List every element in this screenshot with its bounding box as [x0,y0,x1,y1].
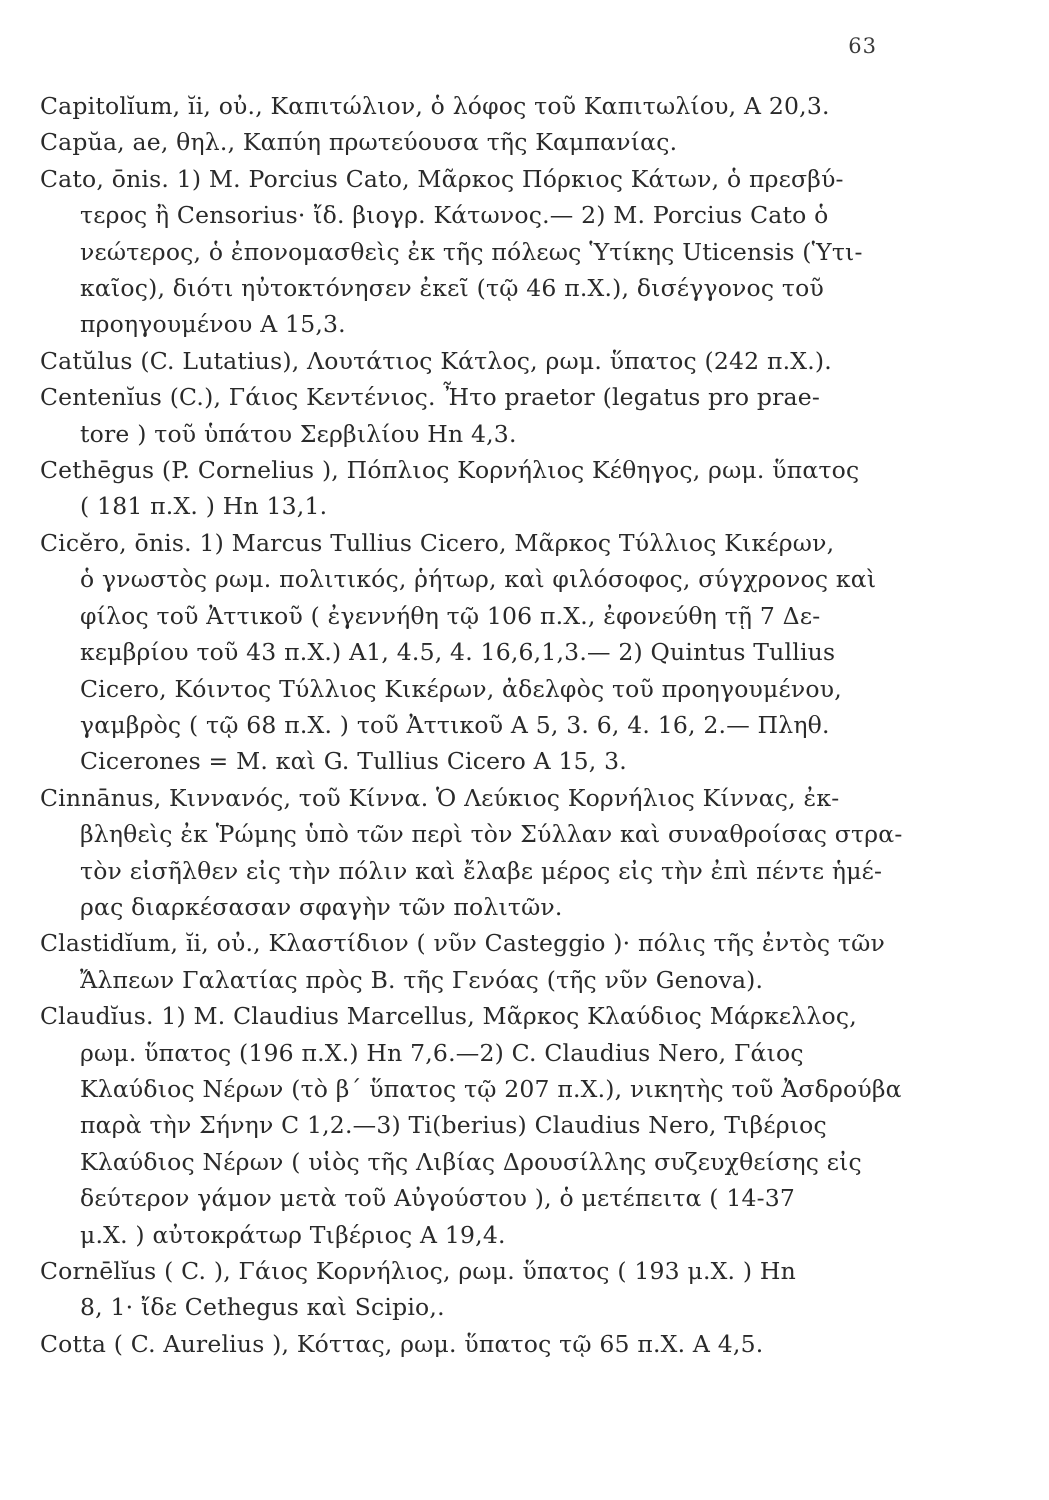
entry-line: καῖος), διότι ηὐτοκτόνησεν ἐκεῖ (τῷ 46 π.Χ.), δισέγγονος τοῦ [80,274,824,303]
entry-line: Capŭa, ae, θηλ., Καπύη πρωτεύουσα τῆς Καμπανίας. [40,128,678,157]
entry-clastidium [40,925,885,998]
entry-line: ρας διαρκέσασαν σφαγὴν τῶν πολιτῶν. [80,892,563,921]
entry-line: Capitolĭum, ĭi, οὐ., Καπιτώλιον, ὁ λόφος τοῦ Καπιτωλίου, Α 20,3. [40,92,830,120]
entry-line: τὸν εἰσῆλθεν εἰς τὴν πόλιν καὶ ἔλαβε μέρος εἰς τὴν ἐπὶ πέντε ἡμέ- [80,856,883,885]
entry-line: Cicero, Κόιντος Τύλλιος Κικέρων, ἀδελφὸς τοῦ προηγουμένου, [80,674,842,703]
entry-capitolium [40,88,880,124]
entry-cinnanus [40,780,903,926]
entry-line: Catŭlus (C. Lutatius), Λουτάτιος Κάτλος, ρωμ. ὕπατος (242 π.Χ.). [40,346,832,375]
entry-cotta [40,1326,880,1362]
entry-capua [40,124,880,160]
entry-line: παρὰ τὴν Σήνην C 1,2.—3) Ti(berius) Claudius Nero, Τιβέριος [80,1111,827,1140]
entry-line: προηγουμένου Α 15,3. [80,310,346,339]
entry-line: μ.Χ. ) αὐτοκράτωρ Τιβέριος Α 19,4. [80,1220,506,1249]
entry-line: tore ) τοῦ ὑπάτου Σερβιλίου Hn 4,3. [80,419,517,448]
entry-line: Cinnānus, Κιννανός, τοῦ Κίννα. Ὁ Λεύκιος Κορνήλιος Κίννας, ἐκ- [40,783,840,812]
entry-cethegus [40,452,880,525]
entry-line: Claudĭus. 1) M. Claudius Marcellus, Μᾶρκος Κλαύδιος Μάρκελλος, [40,1002,857,1031]
entry-line: δεύτερον γάμον μετὰ τοῦ Αὐγούστου ), ὁ μετέπειτα ( 14-37 [80,1184,796,1213]
entry-line: Cicĕro, ōnis. 1) Marcus Tullius Cicero, Μᾶρκος Τύλλιος Κικέρων, [40,528,835,557]
entry-line: 8, 1· ἴδε Cethegus καὶ Scipio,. [80,1293,445,1322]
entry-line: Κλαύδιος Νέρων (τὸ β΄ ὕπατος τῷ 207 π.Χ.), νικητὴς τοῦ Ἀσδρούβα [80,1074,902,1103]
glossary-entries [40,88,903,1362]
entry-line: νεώτερος, ὁ ἐπονομασθεὶς ἐκ τῆς πόλεως Ὑτίκης Uticensis (Ὑτι- [80,237,863,266]
page-number: 63 [848,34,877,58]
entry-centenius [40,379,880,452]
entry-line: Centenĭus (C.), Γάιος Κεντένιος. Ἦτο praetor (legatus pro prae- [40,383,820,412]
entry-line: Κλαύδιος Νέρων ( υἱὸς τῆς Λιβίας Δρουσίλλης συζευχθείσης εἰς [80,1147,862,1176]
entry-line: Cicerones = M. καὶ G. Tullius Cicero Α 15, 3. [80,747,627,776]
entry-line: Cethēgus (P. Cornelius ), Πόπλιος Κορνήλιος Κέθηγος, ρωμ. ὕπατος [40,456,860,485]
entry-catulus [40,343,880,379]
entry-line: Cato, ōnis. 1) M. Porcius Cato, Μᾶρκος Πόρκιος Κάτων, ὁ πρεσβύ- [40,164,844,193]
entry-cicero [40,525,880,780]
entry-claudius [40,998,902,1253]
entry-line: ( 181 π.Χ. ) Hn 13,1. [80,492,328,521]
entry-line: Cotta ( C. Aurelius ), Κόττας, ρωμ. ὕπατος τῷ 65 π.Χ. Α 4,5. [40,1329,764,1358]
entry-line: βληθεὶς ἐκ Ῥώμης ὑπὸ τῶν περὶ τὸν Σύλλαν καὶ συναθροίσας στρα- [80,820,903,849]
entry-line: γαμβρὸς ( τῷ 68 π.Χ. ) τοῦ Ἀττικοῦ Α 5, 3. 6, 4. 16, 2.— Πληθ. [80,710,830,739]
entry-line: φίλος τοῦ Ἀττικοῦ ( ἐγεννήθη τῷ 106 π.Χ., ἐφονεύθη τῇ 7 Δε- [80,601,821,630]
entry-line: Cornēlĭus ( C. ), Γάιος Κορνήλιος, ρωμ. ὕπατος ( 193 μ.Χ. ) Hn [40,1257,796,1285]
entry-line: κεμβρίου τοῦ 43 π.Χ.) Α1, 4.5, 4. 16,6,1,3.— 2) Quintus Tullius [80,638,836,667]
entry-line: ρωμ. ὕπατος (196 π.Χ.) Hn 7,6.—2) C. Claudius Nero, Γάιος [80,1038,804,1067]
entry-line: Clastidĭum, ĭi, οὐ., Κλαστίδιον ( νῦν Casteggio )· πόλις τῆς ἐντὸς τῶν [40,929,885,958]
entry-cato [40,161,880,343]
entry-line: τερος ἢ Censorius· ἴδ. βιογρ. Κάτωνος.— 2) M. Porcius Cato ὁ [80,201,829,230]
entry-line: Ἄλπεων Γαλατίας πρὸς Β. τῆς Γενόας (τῆς νῦν Genova). [80,965,764,994]
entry-line: ὁ γνωστὸς ρωμ. πολιτικός, ῥήτωρ, καὶ φιλόσοφος, σύγχρονος καὶ [80,565,877,594]
entry-cornelius [40,1253,880,1326]
